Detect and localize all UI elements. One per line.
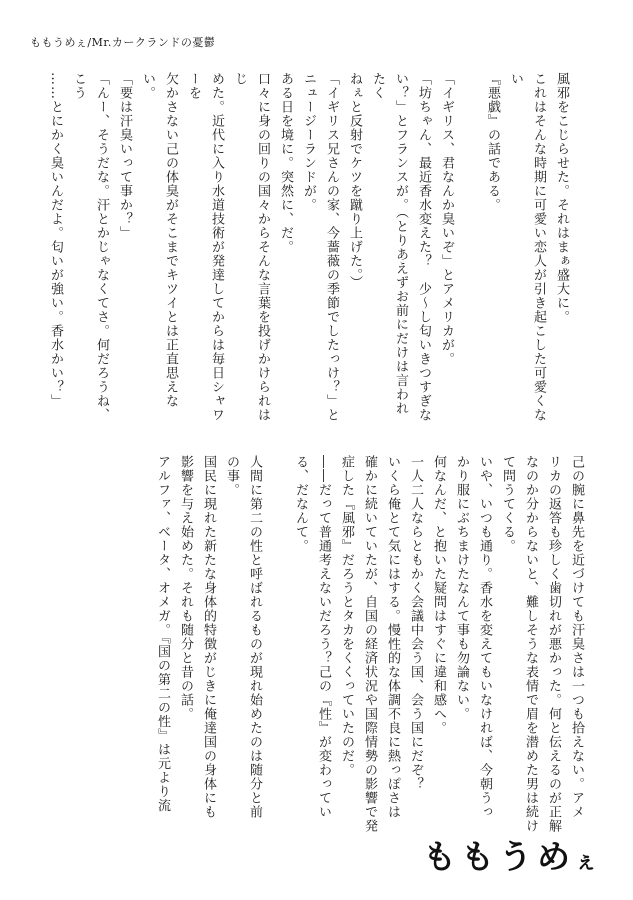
text-line: いや、いつも通り。香水を変えてもいなければ、今朝うっ — [477, 455, 492, 819]
circle-logo — [423, 831, 597, 878]
text-line: 何なんだ、と抱いた疑問はすぐに違和感へ。 — [431, 455, 446, 735]
text-line: 『悪戯』の話である。 — [485, 72, 500, 212]
text-line: なのか分からないと、難しそうな表情で眉を潜めた男は続け — [523, 455, 538, 833]
text-line: 風邪をこじらせた。それはまぁ盛大に。 — [554, 72, 569, 324]
text-line: 「イギリス兄さんの家、今薔薇の季節でしたっけ？」と — [324, 72, 339, 422]
blank-line — [266, 455, 289, 840]
text-line: めた。近代に入り水道技術が発達してからは毎日シャワーを — [186, 72, 224, 422]
text-line: ニュージーランドが。 — [301, 72, 316, 212]
text-line: る、だなんて。 — [293, 455, 308, 553]
text-block-bottom — [51, 455, 588, 840]
text-line: ……とにかく臭いんだよ。匂いが強い。香水かい？」 — [48, 72, 63, 408]
text-line: 症した『風邪』だろうとタカをくくっていたのだ。 — [339, 455, 354, 777]
text-line: リカの返答も珍しく歯切れが悪かった。何と伝えるのが正解 — [546, 455, 561, 833]
text-line: ねぇと反射でケツを蹴り上げた。） — [347, 72, 362, 290]
text-line: の事。 — [224, 455, 239, 497]
text-line: 確かに続いていたが、自国の経済状況や国際情勢の影響で発 — [362, 455, 377, 833]
text-line: い？」とフランスが。（とりあえずお前にだけは言われたく — [370, 72, 408, 416]
text-line: ――だって普通考えないだろう？己の『性』が変わってい — [316, 455, 331, 819]
text-line: これはそんな時期に可愛い恋人が引き起こした可愛くない — [508, 72, 546, 422]
text-line: 一人二人ならともかく会議中会う国、会う国にだぞ？ — [408, 455, 423, 791]
text-line: 「んー、そうだな。汗とかじゃなくてさ。何だろうね、こう — [71, 72, 109, 422]
text-line: いくら俺とて気にはする。慢性的な体調不良に熱っぽさは — [385, 455, 400, 819]
text-line: 欠かさない己の体臭がそこまでキツイとは正直思えない。 — [140, 72, 178, 408]
text-line: 「イギリス、君なんか臭いぞ」とアメリカが。 — [439, 72, 454, 366]
logo-text: ももうめ — [422, 837, 575, 876]
text-line: 口々に身の回りの国々からそんな言葉を投げかけられはじ — [232, 72, 270, 422]
text-line: ある日を境に。突然に、だ。 — [278, 72, 293, 254]
text-line: 「要は汗臭いって事か？」 — [117, 72, 132, 240]
logo-text-small: ぇ — [574, 849, 597, 874]
text-line: 己の腕に鼻先を近づけても汗臭さは一つも拾えない。アメ — [569, 455, 584, 819]
text-line: かり服にぶちまけたなんて事も勿論ない。 — [454, 455, 469, 721]
text-line: 国民に現れた新たな身体的特徴がじきに俺達国の身体にも — [201, 455, 216, 819]
text-block-top — [48, 72, 573, 427]
running-header: ももうめぇ/Mr.カークランドの憂鬱 — [30, 36, 216, 49]
text-line: アルファ、ベータ、オメガ。『国の第二の性』は元より流 — [155, 455, 170, 813]
blank-line — [458, 72, 481, 427]
text-line: 影響を与え始めた。それも随分と昔の話。 — [178, 455, 193, 721]
text-line: 「坊ちゃん、最近香水変えた？ 少～し匂いきつすぎな — [416, 72, 431, 422]
text-line: て問うてくる。 — [500, 455, 515, 553]
text-line: 人間に第二の性と呼ばれるものが現れ始めたのは随分と前 — [247, 455, 262, 819]
